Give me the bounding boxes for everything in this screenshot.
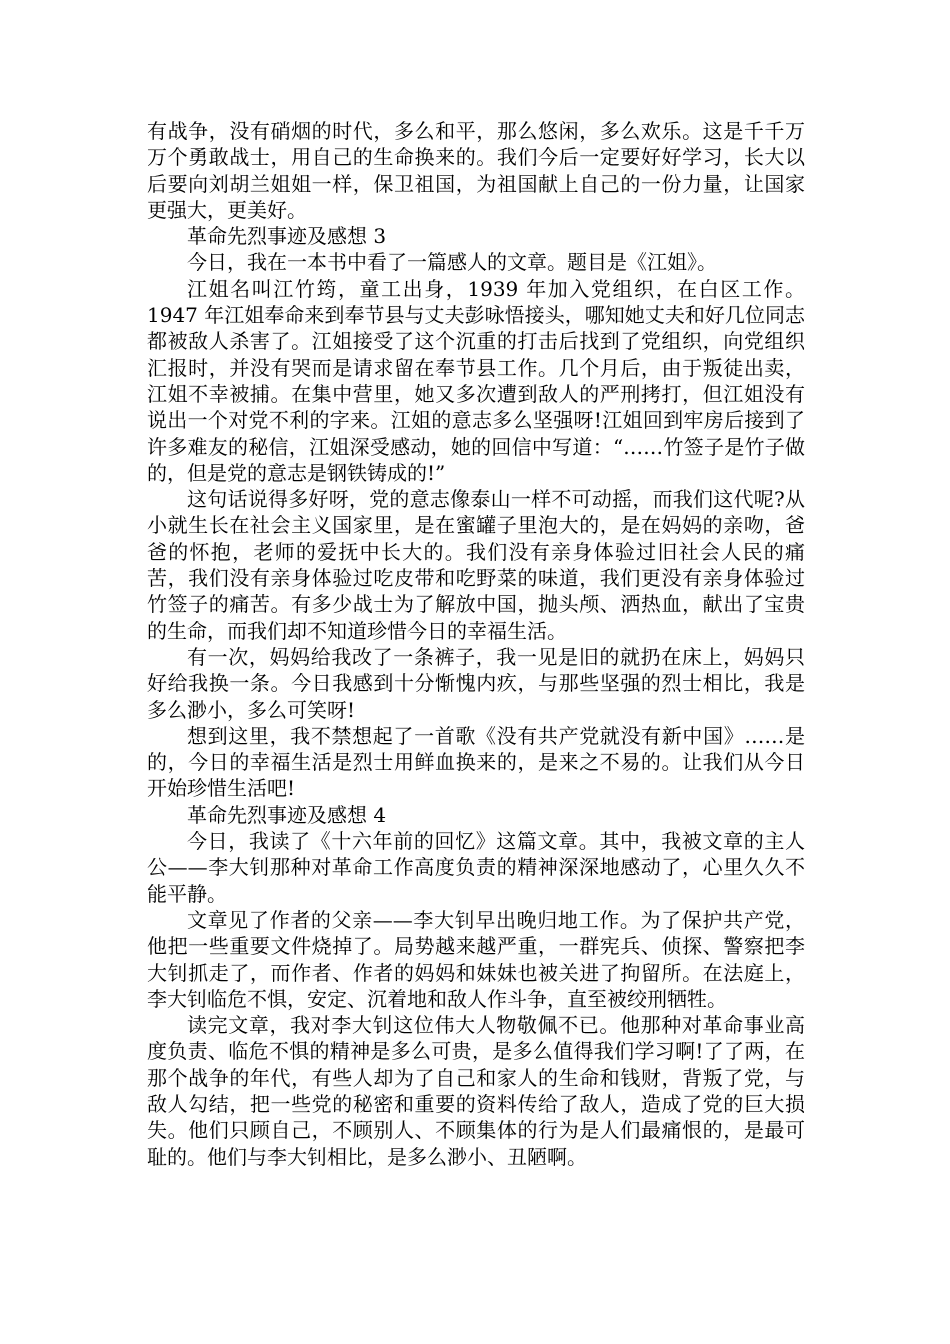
paragraph: 今日，我读了《十六年前的回忆》这篇文章。其中，我被文章的主人公——李大钊那种对革命工作高度负责的精神深深地感动了，心里久久不能平静。 [147,829,805,906]
paragraph: 江姐名叫江竹筠，童工出身，1939 年加入党组织，在白区工作。1947 年江姐奉命来到奉节县与丈夫彭咏悟接头，哪知她丈夫和好几位同志都被敌人杀害了。江姐接受了这个沉重的打击后找到了党组织，向党组织汇报时，并没有哭而是请求留在奉节县工作。几个月后，由于叛徒出卖，江姐不幸被捕。在集中营里，她又多次遭到敌人的严刑拷打，但江姐没有说出一个对党不利的字来。江姐的意志多么坚强呀!江姐回到牢房后接到了许多难友的秘信，江姐深受感动，她的回信中写道：“……竹签子是竹子做的，但是党的意志是钢铁铸成的!” [147,276,805,485]
section-heading: 革命先烈事迹及感想 4 [187,802,387,827]
paragraph: 这句话说得多好呀，党的意志像泰山一样不可动摇，而我们这代呢?从小就生长在社会主义国家里，是在蜜罐子里泡大的，是在妈妈的亲吻，爸爸的怀抱，老师的爱抚中长大的。我们没有亲身体验过旧社会人民的痛苦，我们没有亲身体验过吃皮带和吃野菜的味道，我们更没有亲身体验过竹签子的痛苦。有多少战士为了解放中国，抛头颅、洒热血，献出了宝贵的生命，而我们却不知道珍惜今日的幸福生活。 [147,487,805,643]
section-heading: 革命先烈事迹及感想 3 [187,224,387,249]
paragraph: 读完文章，我对李大钊这位伟大人物敬佩不已。他那种对革命事业高度负责、临危不惧的精神是多么可贵，是多么值得我们学习啊!了了两，在那个战争的年代，有些人却为了自己和家人的生命和钱财，背叛了党，与敌人勾结，把一些党的秘密和重要的资料传给了敌人，造成了党的巨大损失。他们只顾自己，不顾别人、不顾集体的行为是人们最痛恨的，是最可耻的。他们与李大钊相比，是多么渺小、丑陋啊。 [147,1013,805,1169]
paragraph: 有战争，没有硝烟的时代，多么和平，那么悠闲，多么欢乐。这是千千万万个勇敢战士，用自己的生命换来的。我们今后一定要好好学习，长大以后要向刘胡兰姐姐一样，保卫祖国，为祖国献上自己的一份力量，让国家更强大，更美好。 [147,119,805,222]
paragraph: 想到这里，我不禁想起了一首歌《没有共产党就没有新中国》……是的，今日的幸福生活是烈士用鲜血换来的，是来之不易的。让我们从今日开始珍惜生活吧! [147,723,805,801]
paragraph: 今日，我在一本书中看了一篇感人的文章。题目是《江姐》。 [187,250,717,275]
document-page [147,118,805,1170]
paragraph: 文章见了作者的父亲——李大钊早出晚归地工作。为了保护共产党，他把一些重要文件烧掉了。局势越来越严重，一群宪兵、侦探、警察把李大钊抓走了，而作者、作者的妈妈和妹妹也被关进了拘留所。在法庭上，李大钊临危不惧，安定、沉着地和敌人作斗争，直至被绞刑牺牲。 [147,907,805,1011]
paragraph: 有一次，妈妈给我改了一条裤子，我一见是旧的就扔在床上，妈妈只好给我换一条。今日我感到十分惭愧内疚，与那些坚强的烈士相比，我是多么渺小，多么可笑呀! [147,644,805,722]
